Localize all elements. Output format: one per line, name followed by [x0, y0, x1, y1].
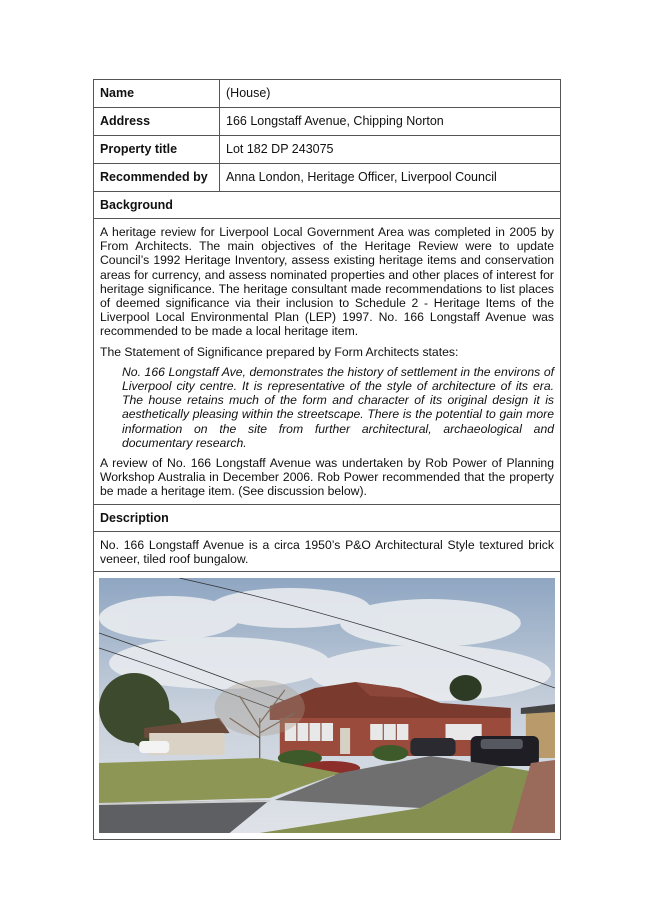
property-title-value: Lot 182 DP 243075	[226, 142, 334, 156]
recommended-by-label: Recommended by	[94, 164, 220, 191]
row-name	[94, 80, 560, 108]
row-address	[94, 108, 560, 136]
background-paragraph-3: A review of No. 166 Longstaff Avenue was undertaken by Rob Power of Planning Workshop Australia in December 2006. Rob Power recommended that the property be made a heritage item. (See discussion below).	[100, 456, 554, 499]
background-section	[94, 219, 560, 505]
row-recommended-by	[94, 164, 560, 192]
description-heading: Description	[94, 505, 560, 532]
heritage-item-table	[93, 79, 561, 840]
property-title-label: Property title	[94, 136, 220, 163]
statement-of-significance-quote: No. 166 Longstaff Ave, demonstrates the history of settlement in the environs of Liverpool city centre. It is representative of the style of architecture of its era. The house retains much of the form and character of its original design it is aesthetically pleasing within the streetscape. There is the potential to gain more information on the site from further architectural, archaeological and documentary research.	[122, 364, 554, 450]
row-property-title	[94, 136, 560, 164]
recommended-by-value: Anna London, Heritage Officer, Liverpool Council	[226, 170, 497, 184]
background-heading: Background	[94, 192, 560, 219]
address-value: 166 Longstaff Avenue, Chipping Norton	[226, 114, 444, 128]
house-photo-frame	[94, 572, 560, 839]
name-label: Name	[94, 80, 220, 107]
background-paragraph-1: A heritage review for Liverpool Local Government Area was completed in 2005 by From Architects. The main objectives of the Heritage Review were to update Council’s 1992 Heritage Inventory, assess existing heritage items and conservation areas for currency, and assess nominated properties and other places of interest for heritage significance. The heritage consultant made recommendations to list places of deemed significance via their inclusion to Schedule 2 - Heritage Items of the Liverpool Local Environmental Plan (LEP) 1997. No. 166 Longstaff Avenue was recommended to be made a local heritage item.	[100, 225, 554, 339]
description-text: No. 166 Longstaff Avenue is a circa 1950’s P&O Architectural Style textured brick veneer, tiled roof bungalow.	[100, 537, 554, 566]
address-label: Address	[94, 108, 220, 135]
name-value: (House)	[226, 86, 271, 100]
house-photo	[99, 578, 555, 833]
background-paragraph-2: The Statement of Significance prepared by Form Architects states:	[100, 344, 459, 359]
description-section	[94, 532, 560, 572]
